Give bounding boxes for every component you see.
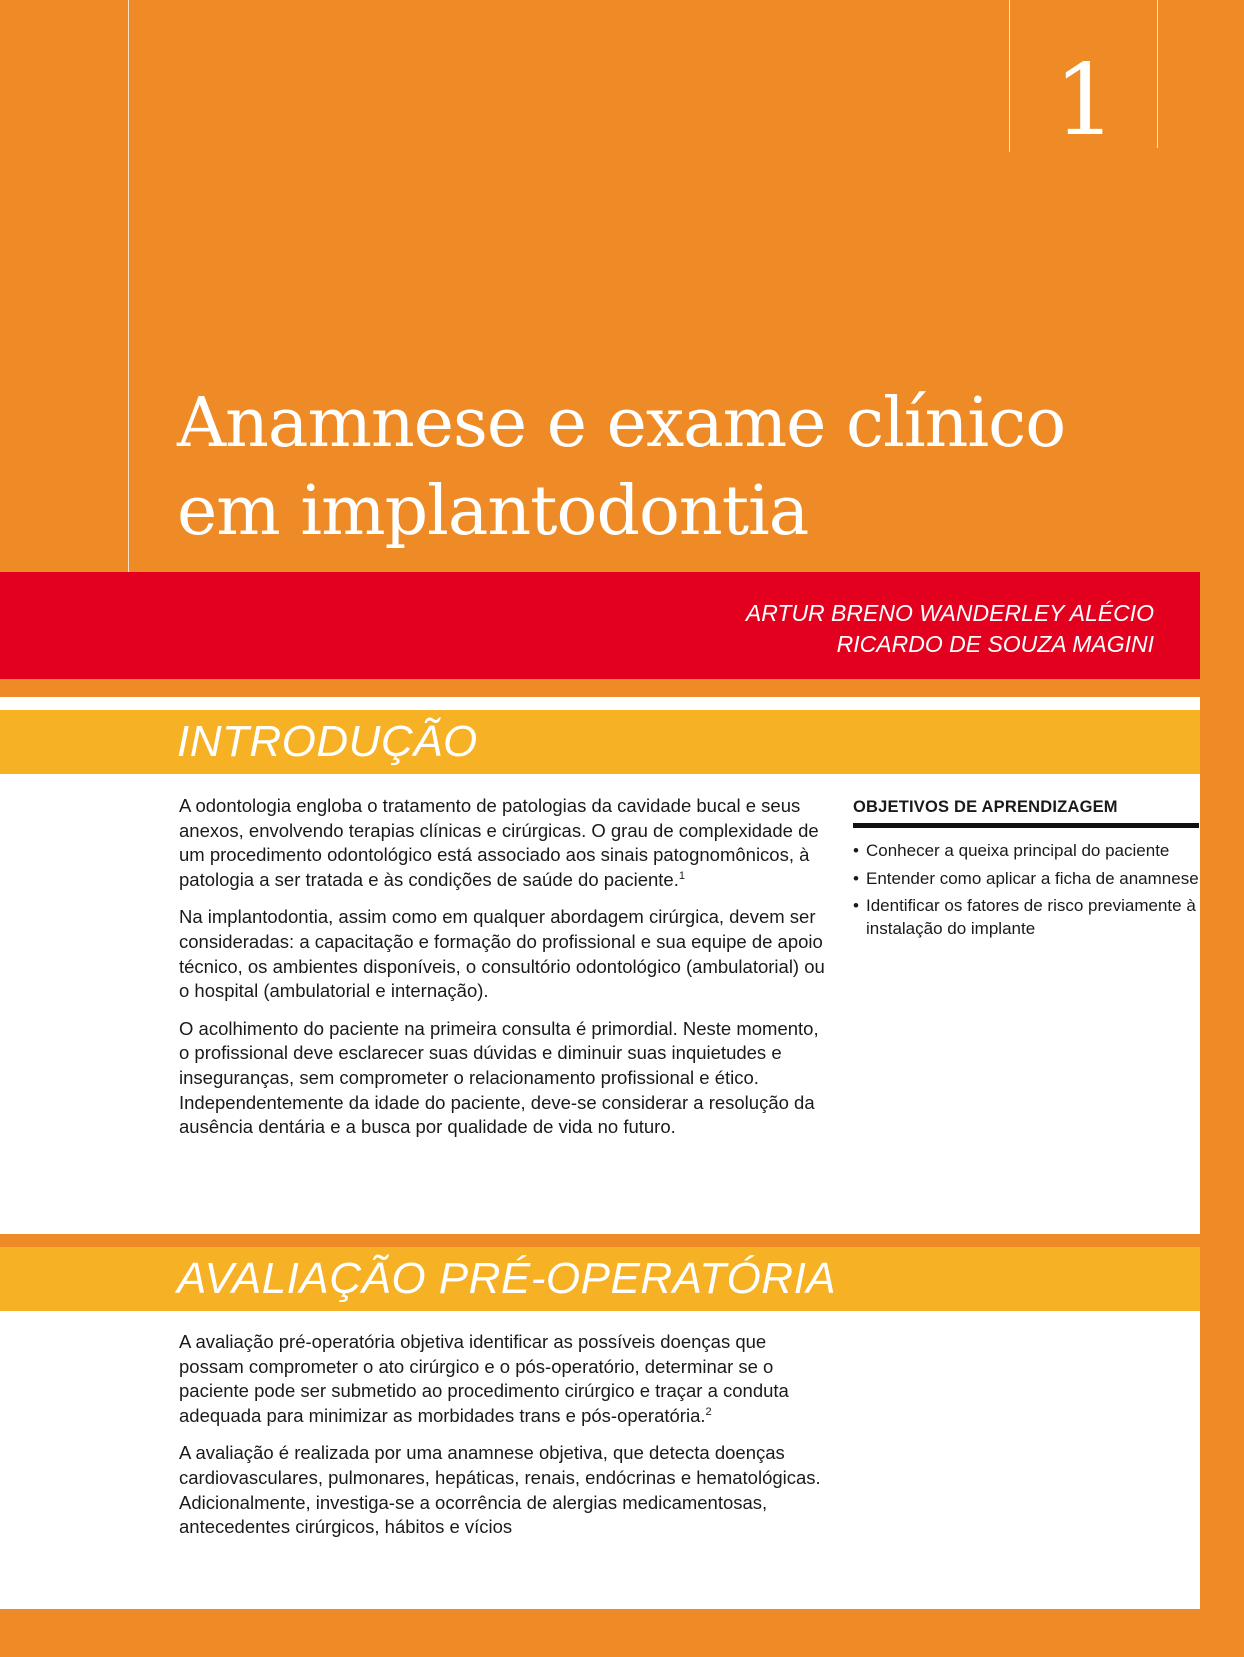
author-list (746, 598, 1154, 660)
decorative-rule-left (128, 0, 129, 572)
paragraph: A avaliação é realizada por uma anamnese objetiva, que detecta doenças cardiovasculares, pulmonares, hepáticas, renais, endócrinas e hematológicas. Adicionalmente, investiga-se a ocorrência de alergias medicamentosas, antecedentes cirúrgicos, hábitos e vícios (179, 1442, 821, 1538)
author-band (0, 572, 1200, 679)
objective-item: • Identificar os fatores de risco previamente à instalação do implante (853, 896, 1196, 938)
section-band-preop (0, 1247, 1200, 1311)
bullet-icon: • (853, 896, 859, 915)
objective-item: • Entender como aplicar a ficha de anamnese (853, 868, 1199, 891)
objectives-list (853, 840, 1199, 940)
section-divider (0, 1234, 1200, 1247)
chapter-title-line-2: em implantodontia (177, 472, 809, 551)
learning-objectives-box (853, 798, 1199, 945)
reference-mark[interactable]: 1 (678, 869, 685, 882)
paragraph: A odontologia engloba o tratamento de patologias da cavidade bucal e seus anexos, envolvendo terapias clínicas e cirúrgicas. O grau de complexidade de um procedimento odontológico está associado aos sinais patognomônicos, à patologia a ser tratada e às condições de saúde do paciente.$^1$ (179, 795, 819, 890)
reference-mark[interactable]: 2 (705, 1405, 712, 1418)
section-heading-introduction: INTRODUÇÃO (177, 717, 478, 766)
chapter-number: 1 (1053, 44, 1117, 158)
paragraph: O acolhimento do paciente na primeira consulta é primordial. Neste momento, o profissional deve esclarecer suas dúvidas e diminuir suas inquietudes e inseguranças, sem comprometer o relacionamento profissional e ético. Independentemente da idade do paciente, deve-se considerar a resolução da ausência dentária e a busca por qualidade de vida no futuro. (179, 1017, 819, 1138)
chapter-title (177, 380, 1077, 556)
author-name: RICARDO DE SOUZA MAGINI (836, 631, 1154, 657)
bullet-icon: • (853, 868, 859, 888)
bullet-icon: • (853, 841, 859, 860)
chapter-title-line-1: Anamnese e exame clínico (177, 384, 1066, 463)
objectives-title: OBJETIVOS DE APRENDIZAGEM (853, 798, 1199, 828)
objective-item: • Conhecer a queixa principal do paciente (853, 840, 1199, 863)
section-heading-preop: AVALIAÇÃO PRÉ-OPERATÓRIA (177, 1254, 837, 1303)
introduction-body (179, 794, 829, 1153)
section-band-introduction (0, 710, 1200, 774)
paragraph: Na implantodontia, assim como em qualquer abordagem cirúrgica, devem ser consideradas: a capacitação e formação do profissional e sua equipe de apoio técnico, os ambientes disponíveis, o consultório odontológico (ambulatorial) ou o hospital (ambulatorial e internação). (179, 906, 825, 1002)
paragraph: A avaliação pré-operatória objetiva identificar as possíveis doenças que possam comprometer o ato cirúrgico e o pós-operatório, determinar se o paciente pode ser submetido ao procedimento cirúrgico e traçar a conduta adequada para minimizar as morbidades trans e pós-operatória.$^2$ (179, 1331, 789, 1426)
author-name: ARTUR BRENO WANDERLEY ALÉCIO (745, 600, 1154, 626)
preop-body (179, 1330, 829, 1553)
